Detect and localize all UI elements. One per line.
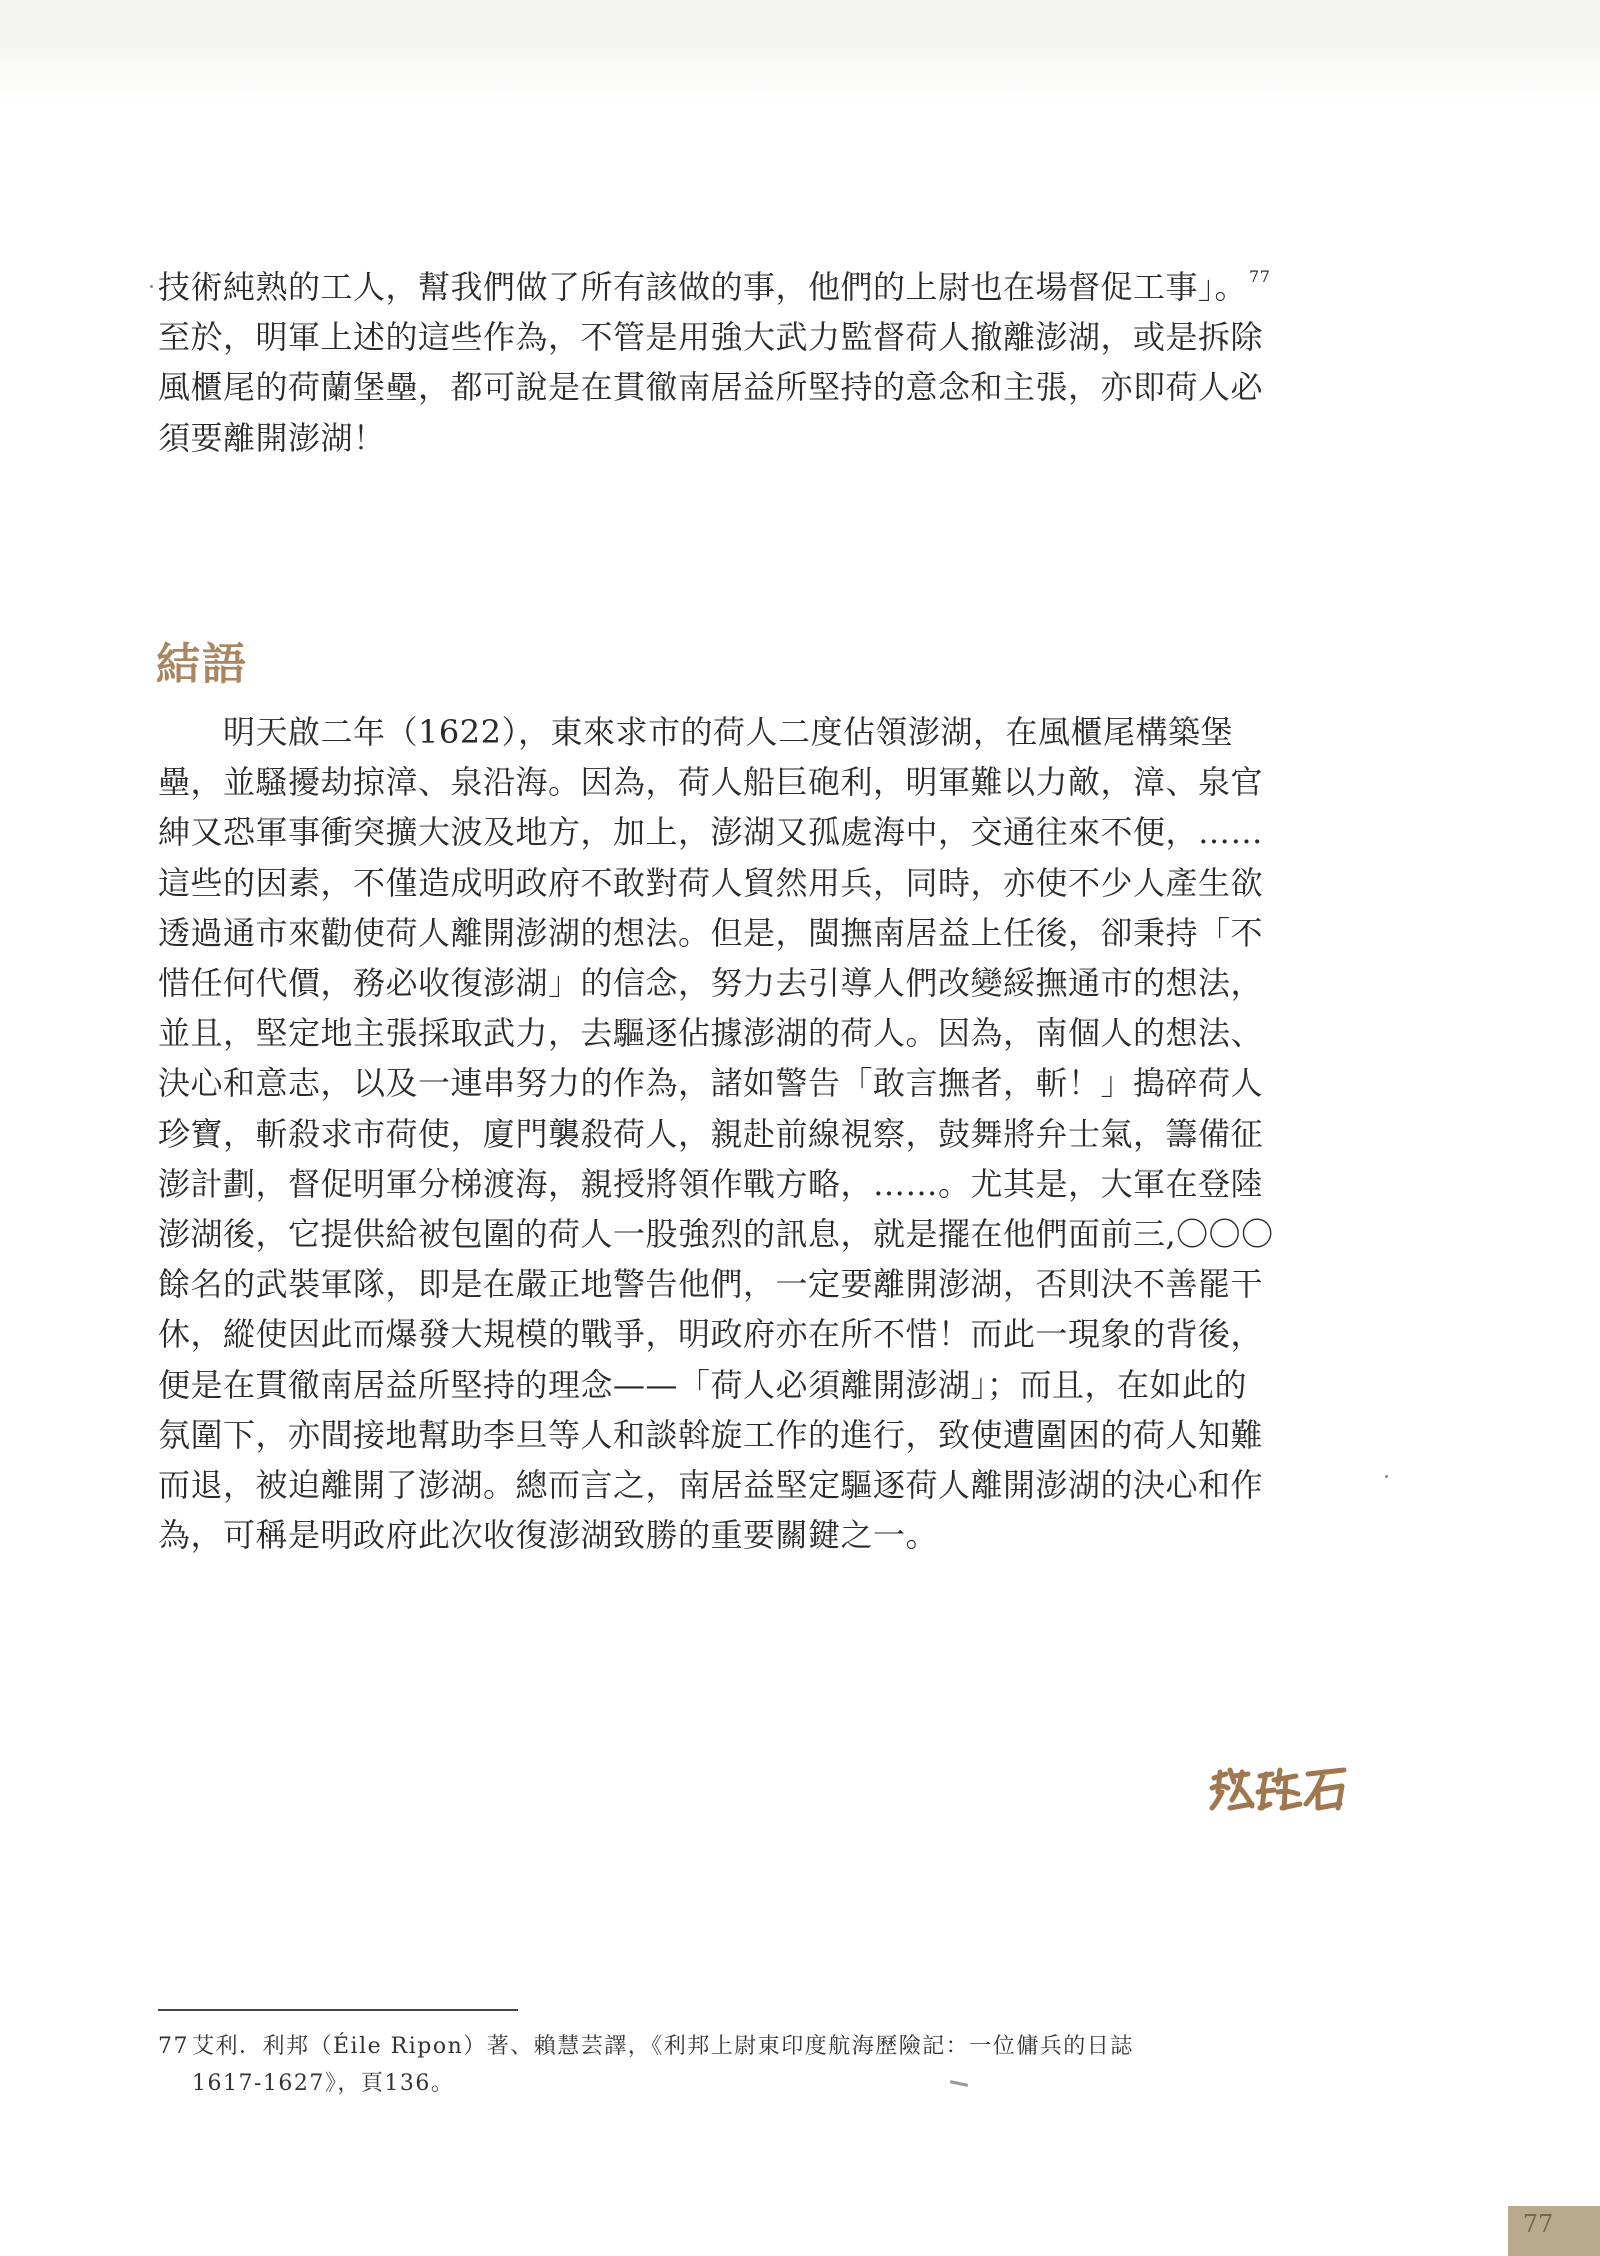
intro-line: 須要離開澎湖！ <box>158 418 386 457</box>
footnote-line: 1617-1627》，頁136。 <box>192 2071 455 2096</box>
body-line: 而退，被迫離開了澎湖。總而言之，南居益堅定驅逐荷人離開澎湖的決心和作 <box>158 1466 1264 1505</box>
scan-speck <box>1385 1475 1388 1478</box>
body-line: 澎計劃，督促明軍分梯渡海，親授將領作戰方略，……。尤其是，大軍在登陸 <box>158 1164 1264 1203</box>
footnote-divider <box>158 2009 518 2011</box>
calligraphy-signature-logo <box>1208 1762 1350 1814</box>
body-line: 便是在貫徹南居益所堅持的理念——「荷人必須離開澎湖」；而且，在如此的 <box>158 1365 1248 1404</box>
body-line: 氛圍下，亦間接地幫助李旦等人和談斡旋工作的進行，致使遭圍困的荷人知難 <box>158 1415 1264 1454</box>
body-line: 珍寶，斬殺求市荷使，廈門襲殺荷人，親赴前線視察，鼓舞將弁士氣，籌備征 <box>158 1114 1264 1153</box>
scan-top-band <box>0 0 1600 48</box>
scan-speck <box>150 285 153 288</box>
body-line: 決心和意志，以及一連串努力的作為，諸如警告「敢言撫者，斬！」搗碎荷人 <box>158 1064 1264 1103</box>
intro-line <box>158 252 1348 312</box>
body-line: 並且，堅定地主張採取武力，去驅逐佔據澎湖的荷人。因為，南個人的想法、 <box>158 1014 1264 1053</box>
footnote-number: 77 <box>158 2034 189 2059</box>
footnote-line: 艾利．利邦（Éile Ripon）著、賴慧芸譯，《利邦上尉東印度航海歷險記：一位傭兵的日誌 <box>192 2034 1134 2059</box>
footnote <box>158 2028 1348 2102</box>
body-line: 壘，並騷擾劫掠漳、泉沿海。因為，荷人船巨砲利，明軍難以力敵，漳、泉官 <box>158 763 1264 802</box>
section-title: 結語 <box>156 639 248 690</box>
body-line: 澎湖後，它提供給被包圍的荷人一股強烈的訊息，就是擺在他們面前三,〇〇〇 <box>158 1215 1274 1254</box>
body-line: 餘名的武裝軍隊，即是在嚴正地警告他們，一定要離開澎湖，否則決不善罷干 <box>158 1265 1264 1304</box>
intro-line: 風櫃尾的荷蘭堡壘，都可說是在貫徹南居益所堅持的意念和主張，亦即荷人必 <box>158 368 1264 407</box>
scan-top-band-edge <box>0 48 1600 108</box>
body-line: 明天啟二年（1622），東來求市的荷人二度佔領澎湖，在風櫃尾構築堡 <box>158 713 1233 751</box>
intro-line: 至於，明軍上述的這些作為，不管是用強大武力監督荷人撤離澎湖，或是拆除 <box>158 318 1264 357</box>
conclusion-paragraph <box>158 707 1348 1560</box>
body-line: 惜任何代價，務必收復澎湖」的信念，努力去引導人們改變綏撫通市的想法， <box>158 964 1264 1003</box>
body-line: 為，可稱是明政府此次收復澎湖致勝的重要關鍵之一。 <box>158 1516 939 1555</box>
body-line: 休，縱使因此而爆發大規模的戰爭，明政府亦在所不惜！而此一現象的背後， <box>158 1315 1264 1354</box>
body-line: 紳又恐軍事衝突擴大波及地方，加上，澎湖又孤處海中，交通往來不便，…… <box>158 813 1264 852</box>
body-line: 透過通市來勸使荷人離開澎湖的想法。但是，閩撫南居益上任後，卻秉持「不 <box>158 913 1264 952</box>
intro-paragraph <box>158 252 1348 463</box>
intro-line-text: 技術純熟的工人，幫我們做了所有該做的事，他們的上尉也在場督促工事」。 <box>158 268 1248 306</box>
footnote-reference: 77 <box>1249 267 1271 286</box>
body-line: 這些的因素，不僅造成明政府不敢對荷人貿然用兵，同時，亦使不少人產生欲 <box>158 863 1264 902</box>
page-number: 77 <box>1522 2210 1554 2238</box>
